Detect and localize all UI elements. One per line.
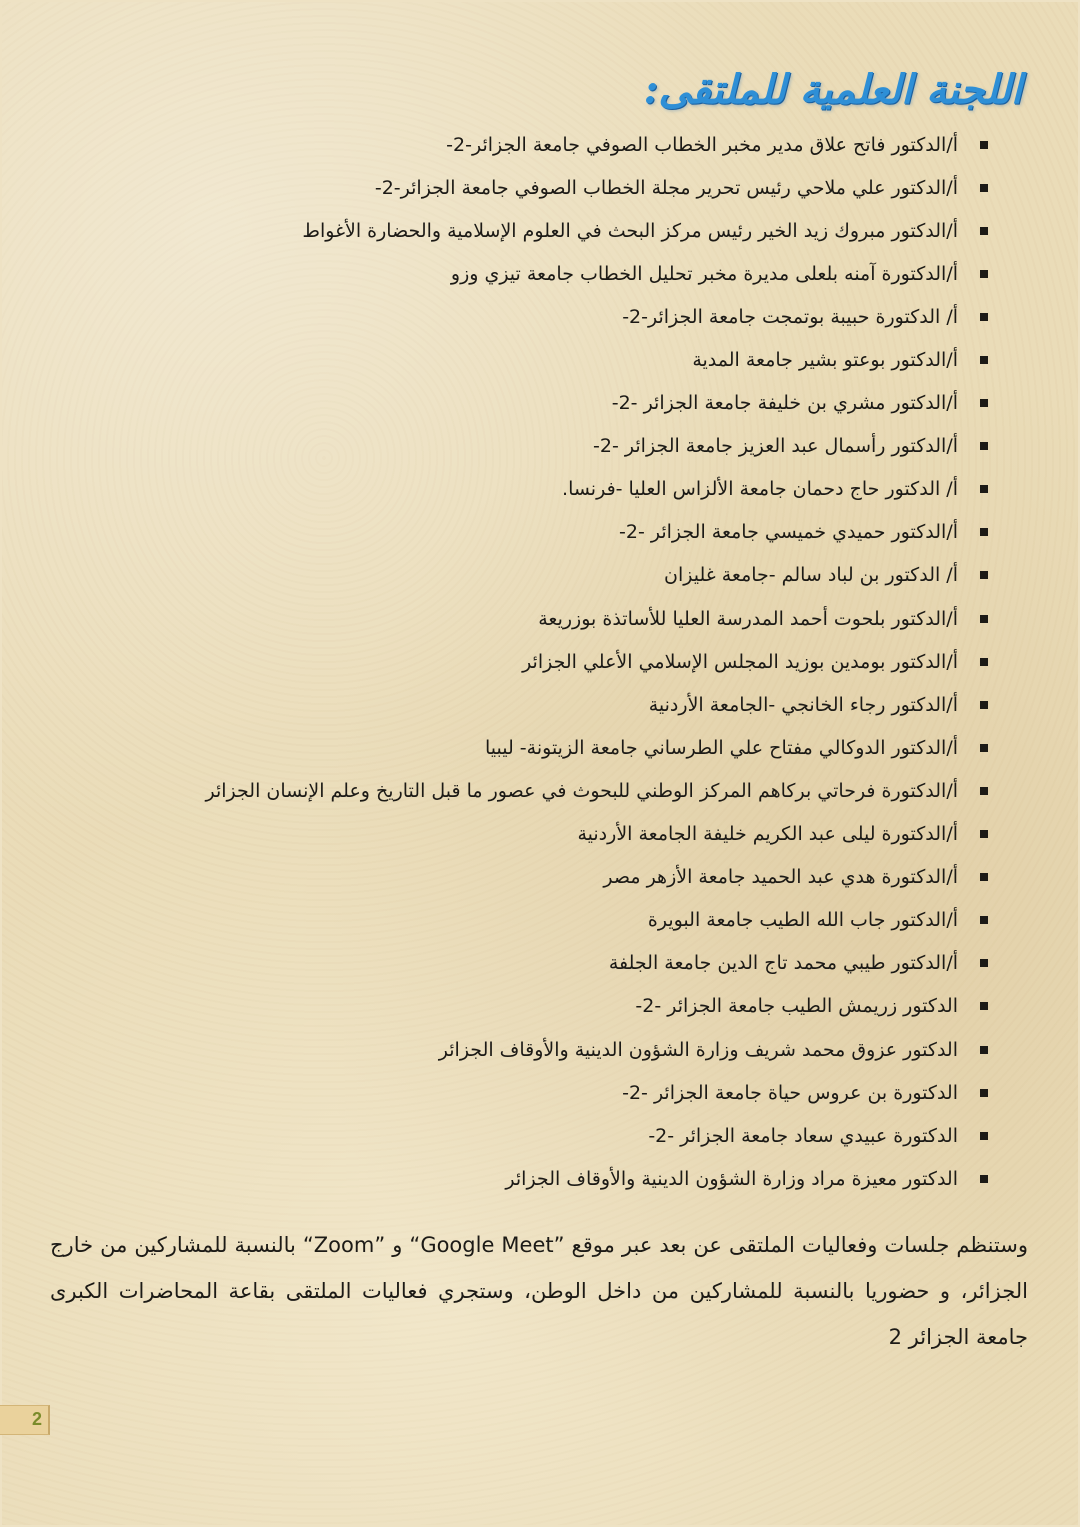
square-bullet-icon bbox=[980, 615, 988, 623]
member-name: الدكتور معيزة مراد وزارة الشؤون الدينية والأوقاف الجزائر bbox=[505, 1167, 958, 1190]
square-bullet-icon bbox=[980, 658, 988, 666]
committee-member-list bbox=[88, 123, 988, 1200]
member-name: أ/الدكتورة فرحاتي بركاهم المركز الوطني للبحوث في عصور ما قبل التاريخ وعلم الإنسان الجزائر bbox=[205, 779, 958, 802]
member-name: أ/الدكتور بلحوت أحمد المدرسة العليا للأساتذة بوزريعة bbox=[538, 607, 958, 630]
square-bullet-icon bbox=[980, 313, 988, 321]
square-bullet-icon bbox=[980, 1046, 988, 1054]
list-item bbox=[88, 425, 988, 468]
list-item bbox=[88, 209, 988, 252]
member-name: أ/الدكتورة ليلى عبد الكريم خليفة الجامعة الأردنية bbox=[577, 823, 958, 846]
square-bullet-icon bbox=[980, 959, 988, 967]
list-item bbox=[88, 683, 988, 726]
list-item bbox=[88, 166, 988, 209]
member-name: أ/الدكتور حميدي خميسي جامعة الجزائر -2- bbox=[619, 521, 958, 544]
page-title: اللجنة العلمية للملتقى: bbox=[643, 66, 1022, 113]
closing-paragraph: وستنظم جلسات وفعاليات الملتقى عن بعد عبر موقع ”Google Meet“ و ”Zoom“ بالنسبة للمشاركين من خارج الجزائر، و حضوريا بالنسبة للمشاركين من داخل الوطن، وستجري فعاليات الملتقى بقاعة المحاضرات الكبرى جامعة الجزائر 2 bbox=[50, 1233, 1028, 1349]
member-name: أ/ الدكتور بن لباد سالم -جامعة غليزان bbox=[664, 564, 958, 587]
square-bullet-icon bbox=[980, 787, 988, 795]
list-item bbox=[88, 899, 988, 942]
square-bullet-icon bbox=[980, 1002, 988, 1010]
member-name: أ/الدكتور علي ملاحي رئيس تحرير مجلة الخطاب الصوفي جامعة الجزائر-2- bbox=[374, 176, 958, 199]
member-name: أ/الدكتور جاب الله الطيب جامعة البويرة bbox=[647, 909, 958, 932]
member-name: أ/الدكتورة هدي عبد الحميد جامعة الأزهر مصر bbox=[603, 866, 958, 889]
square-bullet-icon bbox=[980, 141, 988, 149]
list-item bbox=[88, 295, 988, 338]
square-bullet-icon bbox=[980, 830, 988, 838]
list-item bbox=[88, 338, 988, 381]
list-item bbox=[88, 468, 988, 511]
square-bullet-icon bbox=[980, 744, 988, 752]
member-name: أ/الدكتور بوعتو بشير جامعة المدية bbox=[692, 349, 958, 372]
member-name: أ/الدكتور الدوكالي مفتاح علي الطرساني جامعة الزيتونة- ليبيا bbox=[484, 736, 958, 759]
member-name: الدكتور عزوق محمد شريف وزارة الشؤون الدينية والأوقاف الجزائر bbox=[438, 1038, 958, 1061]
list-item bbox=[88, 1114, 988, 1157]
member-name: أ/الدكتور مشري بن خليفة جامعة الجزائر -2- bbox=[611, 392, 958, 415]
square-bullet-icon bbox=[980, 227, 988, 235]
list-item bbox=[88, 252, 988, 295]
page-number: 2 bbox=[31, 1409, 42, 1429]
square-bullet-icon bbox=[980, 184, 988, 192]
member-name: الدكتور زريمش الطيب جامعة الجزائر -2- bbox=[635, 995, 958, 1018]
list-item bbox=[88, 123, 988, 166]
list-item bbox=[88, 640, 988, 683]
square-bullet-icon bbox=[980, 1089, 988, 1097]
square-bullet-icon bbox=[980, 485, 988, 493]
list-item bbox=[88, 769, 988, 812]
square-bullet-icon bbox=[980, 270, 988, 278]
member-name: أ/الدكتور مبروك زيد الخير رئيس مركز البحث في العلوم الإسلامية والحضارة الأغواط bbox=[302, 219, 958, 242]
square-bullet-icon bbox=[980, 1132, 988, 1140]
square-bullet-icon bbox=[980, 701, 988, 709]
member-name: أ/الدكتور بومدين بوزيد المجلس الإسلامي الأعلي الجزائر bbox=[522, 650, 958, 673]
list-item bbox=[88, 942, 988, 985]
member-name: أ/ الدكتورة حبيبة بوتمجت جامعة الجزائر-2- bbox=[622, 305, 958, 328]
member-name: أ/الدكتور طيبي محمد تاج الدين جامعة الجلفة bbox=[608, 952, 958, 975]
square-bullet-icon bbox=[980, 916, 988, 924]
list-item bbox=[88, 382, 988, 425]
square-bullet-icon bbox=[980, 528, 988, 536]
square-bullet-icon bbox=[980, 1175, 988, 1183]
square-bullet-icon bbox=[980, 571, 988, 579]
list-item bbox=[88, 985, 988, 1028]
member-name: أ/ الدكتور حاج دحمان جامعة الألزاس العليا -فرنسا. bbox=[562, 478, 958, 501]
list-item bbox=[88, 597, 988, 640]
member-name: الدكتورة عبيدي سعاد جامعة الجزائر -2- bbox=[648, 1124, 958, 1147]
list-item bbox=[88, 1157, 988, 1200]
list-item bbox=[88, 813, 988, 856]
member-name: أ/الدكتور فاتح علاق مدير مخبر الخطاب الصوفي جامعة الجزائر-2- bbox=[446, 133, 958, 156]
member-name: أ/الدكتور رجاء الخانجي -الجامعة الأردنية bbox=[648, 693, 958, 716]
list-item bbox=[88, 511, 988, 554]
list-item bbox=[88, 1028, 988, 1071]
square-bullet-icon bbox=[980, 356, 988, 364]
square-bullet-icon bbox=[980, 442, 988, 450]
member-name: أ/الدكتورة آمنه بلعلى مديرة مخبر تحليل الخطاب جامعة تيزي وزو bbox=[450, 262, 958, 285]
list-item bbox=[88, 726, 988, 769]
list-item bbox=[88, 1071, 988, 1114]
page-number-box bbox=[0, 1405, 50, 1435]
member-name: الدكتورة بن عروس حياة جامعة الجزائر -2- bbox=[622, 1081, 958, 1104]
list-item bbox=[88, 554, 988, 597]
square-bullet-icon bbox=[980, 399, 988, 407]
list-item bbox=[88, 856, 988, 899]
square-bullet-icon bbox=[980, 873, 988, 881]
member-name: أ/الدكتور رأسمال عبد العزيز جامعة الجزائر -2- bbox=[593, 435, 958, 458]
